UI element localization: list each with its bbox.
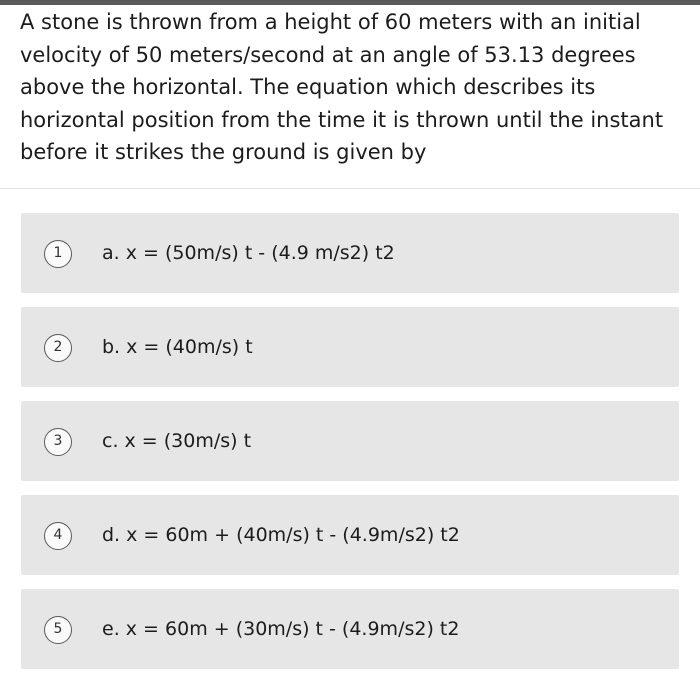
answer-option-3[interactable] xyxy=(21,401,679,481)
top-bar xyxy=(0,0,700,5)
answer-option-5[interactable] xyxy=(21,589,679,669)
option-number-badge: 1 xyxy=(44,240,72,268)
answer-option-4[interactable] xyxy=(21,495,679,575)
option-label: e. x = 60m + (30m/s) t - (4.9m/s2) t2 xyxy=(102,618,460,640)
option-number-badge: 5 xyxy=(44,616,72,644)
answer-options-list xyxy=(21,213,679,683)
option-number-badge: 2 xyxy=(44,334,72,362)
answer-option-1[interactable] xyxy=(21,213,679,293)
option-label: d. x = 60m + (40m/s) t - (4.9m/s2) t2 xyxy=(102,524,460,546)
option-label: b. x = (40m/s) t xyxy=(102,336,253,358)
divider xyxy=(0,188,700,189)
option-label: a. x = (50m/s) t - (4.9 m/s2) t2 xyxy=(102,242,395,264)
option-number-badge: 4 xyxy=(44,522,72,550)
option-label: c. x = (30m/s) t xyxy=(102,430,252,452)
option-number-badge: 3 xyxy=(44,428,72,456)
answer-option-2[interactable] xyxy=(21,307,679,387)
question-text: A stone is thrown from a height of 60 meters with an initial velocity of 50 meters/second at an angle of 53.13 degrees above the horizontal. The equation which describes its horizontal position from the time it is thrown until the instant before it strikes the ground is given by xyxy=(20,10,664,164)
